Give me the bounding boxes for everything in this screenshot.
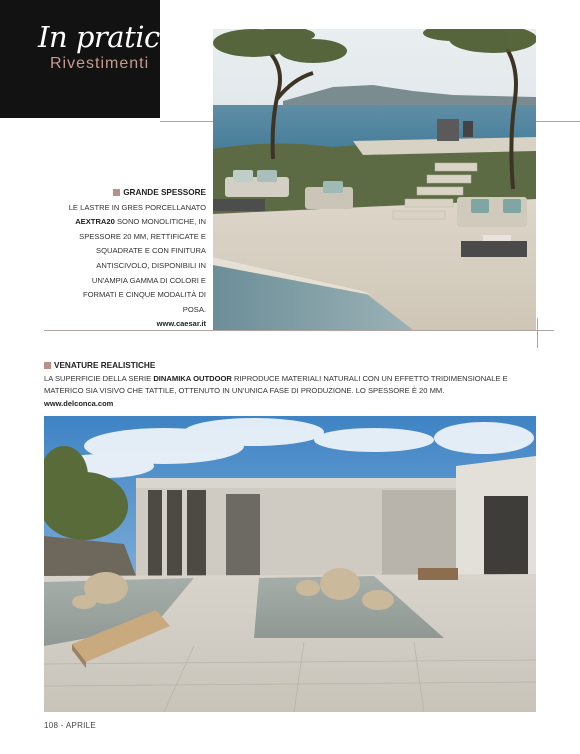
article-body-prefix: LE LASTRE IN GRES PORCELLANATO xyxy=(68,202,206,212)
article-body xyxy=(44,373,544,398)
photo-terrace-sea xyxy=(213,29,536,330)
photo-pavilion-courtyard xyxy=(44,416,536,712)
article-caption-venature-realistiche xyxy=(44,360,544,410)
page-footer: 108 - APRILE xyxy=(44,721,97,730)
article-body-suffix: SONO MONOLITICHE, IN SPESSORE 20 MM, RETTIFICATE E SQUADRATE E CON FINITURA ANTISCIVOLO, DISPONIBILI IN UN'AMPIA GAMMA DI COLORI E FORMATI E CINQUE MODALITÀ DI POSA. xyxy=(79,217,206,314)
product-name: DINAMIKA OUTDOOR xyxy=(153,373,232,383)
product-name: AEXTRA20 xyxy=(75,217,115,227)
divider-corner-vertical xyxy=(537,318,538,348)
article-heading xyxy=(44,360,544,373)
article-body xyxy=(60,201,206,318)
header-block xyxy=(0,0,177,118)
article-heading-text: VENATURE REALISTICHE xyxy=(54,361,156,370)
bullet-square-icon xyxy=(44,362,51,369)
article-caption-grande-spessore xyxy=(60,186,206,332)
article-heading-text: GRANDE SPESSORE xyxy=(123,188,206,197)
bullet-square-icon xyxy=(113,189,120,196)
website-link[interactable]: www.caesar.it xyxy=(156,319,206,329)
magazine-section-title: Rivestimenti xyxy=(50,55,150,72)
website-link[interactable]: www.delconca.com xyxy=(44,398,114,408)
article-heading xyxy=(113,188,206,197)
article-body-suffix: RIPRODUCE MATERIALI NATURALI CON UN EFFETTO TRIDIMENSIONALE E MATERICO SIA VISIVO CHE TATTILE, OTTENUTO IN UN'UNICA FASE DI PRODUZIONE. LO SPESSORE È 20 MM. xyxy=(44,373,508,395)
magazine-section-script-title: In pratica xyxy=(38,20,177,54)
article-body-prefix: LA SUPERFICIE DELLA SERIE xyxy=(44,373,154,383)
